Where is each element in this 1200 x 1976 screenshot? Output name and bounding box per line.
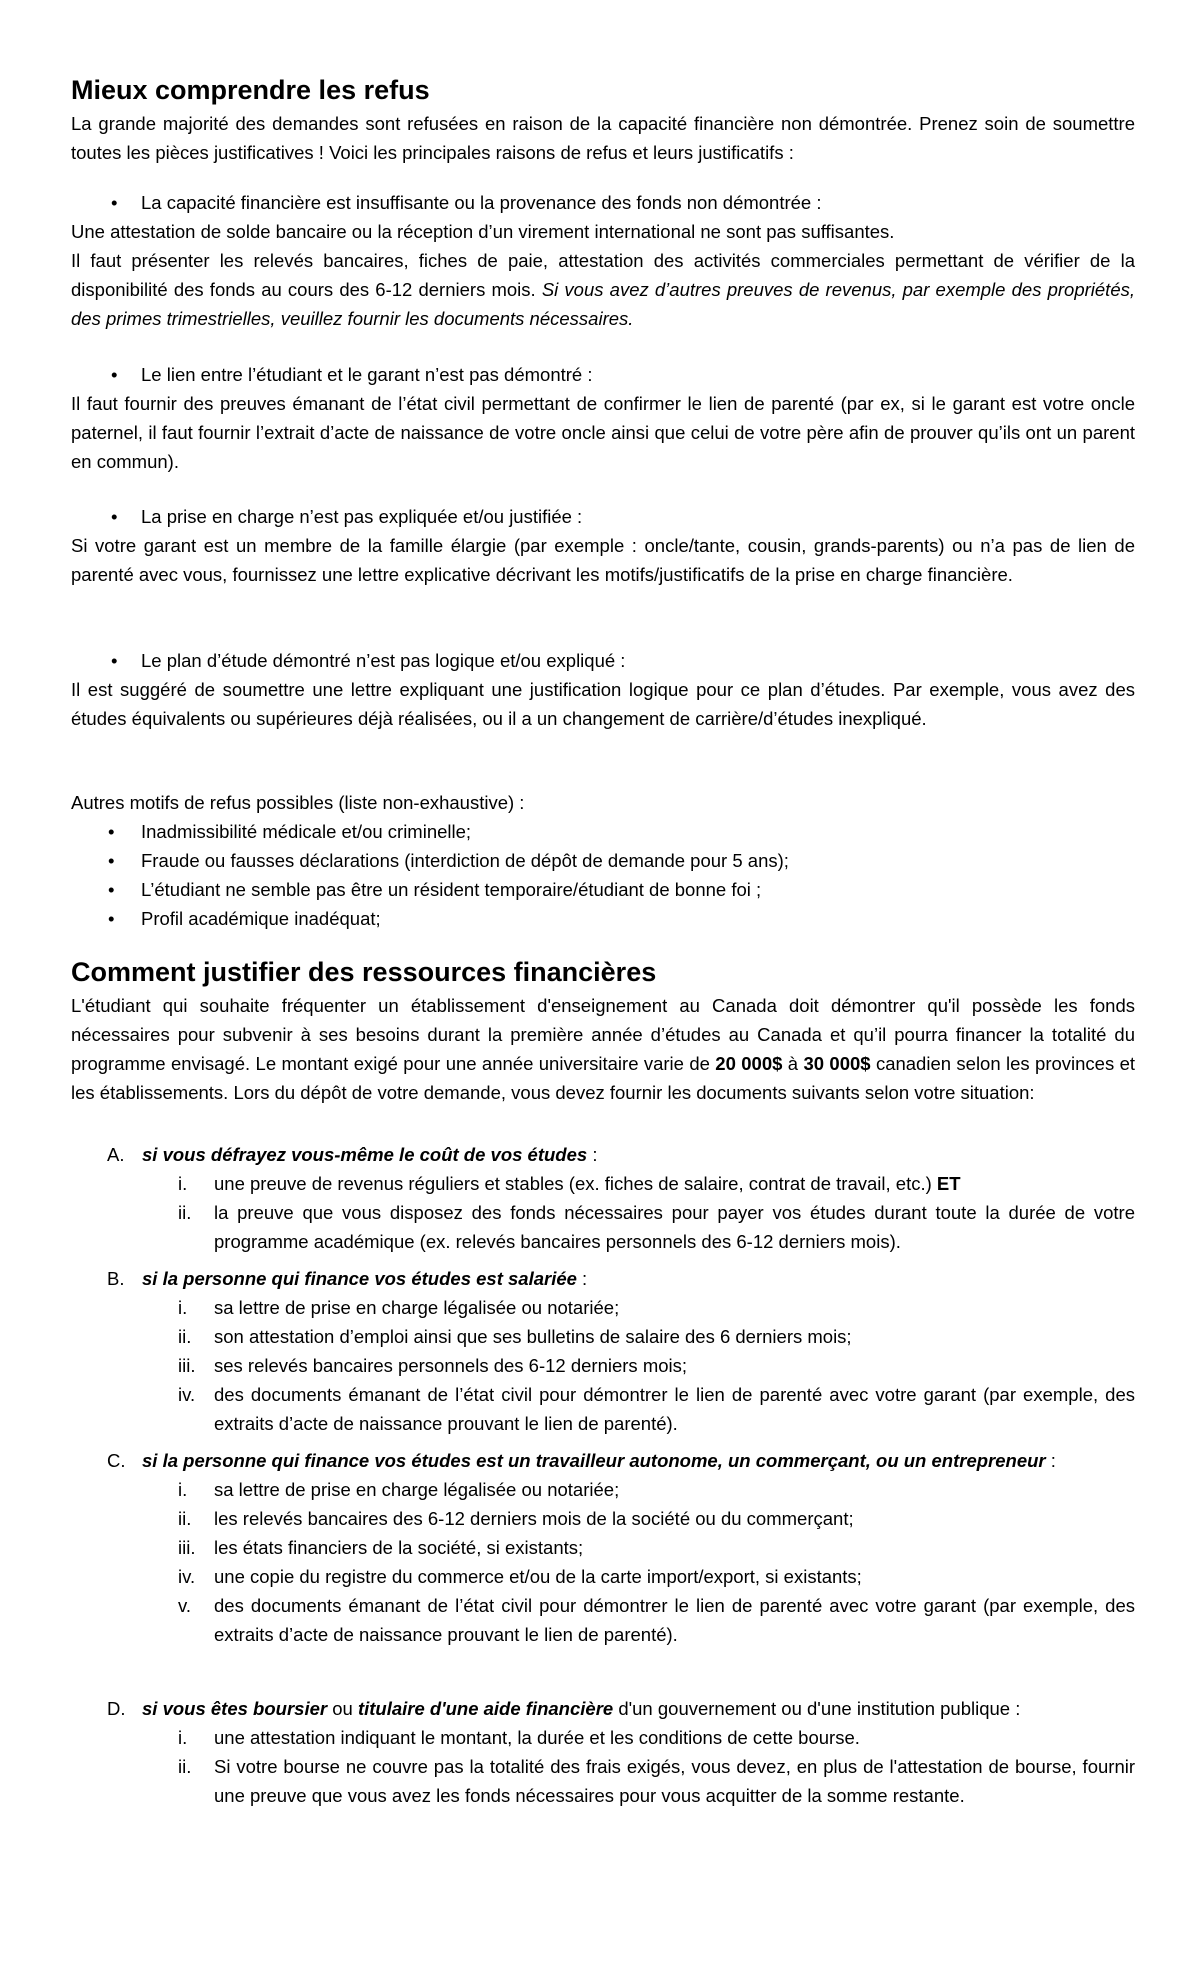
refus-reason-heading: • Le lien entre l’étudiant et le garant n’est pas démontré : bbox=[71, 360, 1135, 389]
bullet-icon: • bbox=[111, 650, 118, 671]
case-d bbox=[71, 1694, 1135, 1810]
refus-reason-4 bbox=[71, 646, 1135, 733]
section-title-refus: Mieux comprendre les refus bbox=[71, 75, 430, 105]
list-item: i. sa lettre de prise en charge légalisée ou notariée; bbox=[178, 1297, 620, 1318]
list-item: iii. ses relevés bancaires personnels des 6-12 derniers mois; bbox=[178, 1355, 688, 1376]
bullet-icon: • bbox=[108, 821, 115, 842]
case-a bbox=[71, 1140, 1135, 1256]
refus-reason-heading: • Le plan d’étude démontré n’est pas logique et/ou expliqué : bbox=[71, 646, 1135, 675]
refus-reason-2 bbox=[71, 360, 1135, 476]
list-item: iii. les états financiers de la société, si existants; bbox=[178, 1537, 584, 1558]
case-b bbox=[71, 1264, 1135, 1438]
list-item: iv. une copie du registre du commerce et/ou de la carte import/export, si existants; bbox=[178, 1566, 862, 1587]
section-ressources bbox=[71, 956, 1135, 1107]
list-item: • L’étudiant ne semble pas être un résident temporaire/étudiant de bonne foi ; bbox=[71, 875, 1135, 904]
list-item: • Inadmissibilité médicale et/ou criminelle; bbox=[71, 817, 1135, 846]
bullet-icon: • bbox=[111, 192, 118, 213]
bullet-icon: • bbox=[108, 908, 115, 929]
other-reasons bbox=[71, 788, 1135, 933]
refus-reason-body: Il est suggéré de soumettre une lettre expliquant une justification logique pour ce plan d’études. Par exemple, vous avez des études équivalents ou supérieures déjà réalisées, ou il a un changement de carrière/d’études inexpliqué. bbox=[71, 679, 1135, 729]
bullet-icon: • bbox=[108, 850, 115, 871]
refus-reason-body: Il faut fournir des preuves émanant de l’état civil permettant de confirmer le lien de parenté (par ex, si le garant est votre oncle paternel, il faut fournir l’extrait d’acte de naissance de votre oncle ainsi que celui de votre père afin de prouver qu’ils ont un parent en commun). bbox=[71, 393, 1135, 472]
bullet-icon: • bbox=[108, 879, 115, 900]
bullet-icon: • bbox=[111, 364, 118, 385]
bullet-icon: • bbox=[111, 506, 118, 527]
section-refus bbox=[71, 74, 1135, 167]
refus-reason-heading: • La prise en charge n’est pas expliquée et/ou justifiée : bbox=[71, 502, 1135, 531]
list-item: • Profil académique inadéquat; bbox=[71, 904, 1135, 933]
list-item: ii. la preuve que vous disposez des fonds nécessaires pour payer vos études durant toute la durée de votre programme académique (ex. relevés bancaires personnels des 6-12 derniers mois). bbox=[178, 1202, 1135, 1252]
list-item: ii. Si votre bourse ne couvre pas la totalité des frais exigés, vous devez, en plus de l'attestation de bourse, fournir une preuve que vous avez les fonds nécessaires pour vous acquitter de la somme restante. bbox=[178, 1756, 1135, 1806]
section-intro-refus: La grande majorité des demandes sont refusées en raison de la capacité financière non démontrée. Prenez soin de soumettre toutes les pièces justificatives ! Voici les principales raisons de refus et leurs justificatifs : bbox=[71, 113, 1135, 163]
section-intro-ressources: L'étudiant qui souhaite fréquenter un établissement d'enseignement au Canada doit démontrer qu'il possède les fonds nécessaires pour subvenir à ses besoins durant la première année d’études au Canada et qu’il pourra financer la totalité du programme envisagé. Le montant exigé pour une année universitaire varie de 20 000$ à 30 000$ canadien selon les provinces et les établissements. Lors du dépôt de votre demande, vous devez fournir les documents suivants selon votre situation: bbox=[71, 995, 1136, 1103]
list-item: i. une attestation indiquant le montant, la durée et les conditions de cette bourse. bbox=[178, 1727, 860, 1748]
section-title-ressources: Comment justifier des ressources financières bbox=[71, 957, 657, 987]
case-c bbox=[71, 1446, 1135, 1649]
refus-reason-heading: • La capacité financière est insuffisante ou la provenance des fonds non démontrée : bbox=[71, 188, 1135, 217]
list-item: • Fraude ou fausses déclarations (interdiction de dépôt de demande pour 5 ans); bbox=[71, 846, 1135, 875]
refus-reason-body: Une attestation de solde bancaire ou la réception d’un virement international ne sont pas suffisantes. bbox=[71, 221, 895, 242]
case-heading: D. si vous êtes boursier ou titulaire d'une aide financière d'un gouvernement ou d'une institution publique : bbox=[107, 1698, 1021, 1719]
refus-reason-body: Si votre garant est un membre de la famille élargie (par exemple : oncle/tante, cousin, grands-parents) ou n’a pas de lien de parenté avec vous, fournissez une lettre explicative décrivant les motifs/justificatifs de la prise en charge financière. bbox=[71, 535, 1135, 585]
case-heading: C. si la personne qui finance vos études est un travailleur autonome, un commerçant, ou un entrepreneur : bbox=[107, 1450, 1056, 1471]
refus-reason-3 bbox=[71, 502, 1135, 589]
list-item: v. des documents émanant de l’état civil pour démontrer le lien de parenté avec votre garant (par exemple, des extraits d’acte de naissance prouvant le lien de parenté). bbox=[178, 1595, 1135, 1645]
case-heading: B. si la personne qui finance vos études est salariée : bbox=[107, 1268, 588, 1289]
list-item: i. sa lettre de prise en charge légalisée ou notariée; bbox=[178, 1479, 620, 1500]
list-item: i. une preuve de revenus réguliers et stables (ex. fiches de salaire, contrat de travail, etc.) ET bbox=[178, 1173, 961, 1194]
list-item: ii. son attestation d’emploi ainsi que ses bulletins de salaire des 6 derniers mois; bbox=[178, 1326, 852, 1347]
other-reasons-intro: Autres motifs de refus possibles (liste non-exhaustive) : bbox=[71, 792, 525, 813]
list-item: ii. les relevés bancaires des 6-12 derniers mois de la société ou du commerçant; bbox=[178, 1508, 854, 1529]
case-heading: A. si vous défrayez vous-même le coût de vos études : bbox=[107, 1144, 598, 1165]
list-item: iv. des documents émanant de l’état civil pour démontrer le lien de parenté avec votre garant (par exemple, des extraits d’acte de naissance prouvant le lien de parenté). bbox=[178, 1384, 1135, 1434]
refus-reason-body: Il faut présenter les relevés bancaires, fiches de paie, attestation des activités commerciales permettant de vérifier de la disponibilité des fonds au cours des 6-12 derniers mois. Si vous avez d’autres preuves de revenus, par exemple des propriétés, des primes trimestrielles, veuillez fournir les documents nécessaires. bbox=[71, 250, 1135, 329]
refus-reason-1 bbox=[71, 188, 1135, 333]
